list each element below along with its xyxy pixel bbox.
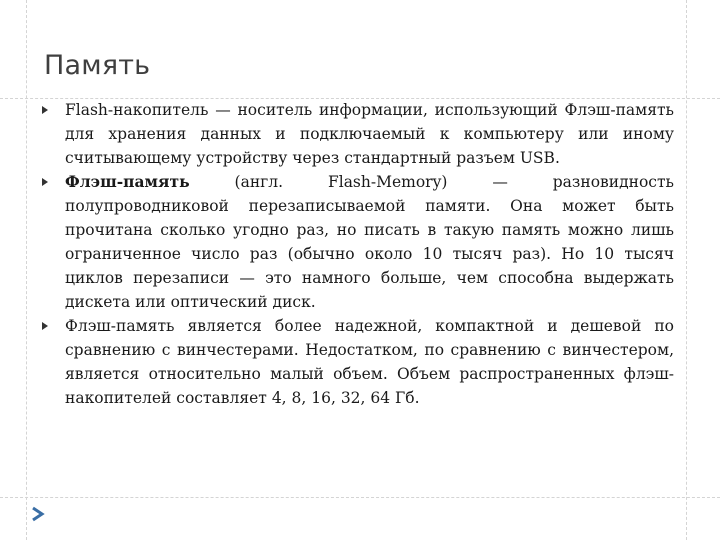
guide-line-right	[686, 0, 687, 540]
triangle-right-icon	[42, 178, 48, 186]
triangle-right-icon	[42, 106, 48, 114]
triangle-right-icon	[42, 322, 48, 330]
guide-line-bottom	[0, 497, 720, 498]
bullet-term: Флэш-память	[65, 172, 190, 191]
bullet-text: Флэш-память является более надежной, компактной и дешевой по сравнению с винчестерами. Недостатком, по сравнению с винчестером, является относительно малый объем. Объем распространенных флэш-накопителей составляет 4, 8, 16, 32, 64 Гб.	[65, 317, 674, 407]
bullet-text: Flash-накопитель — носитель информации, использующий Флэш-память для хранения данных и подключаемый к компьютеру или иному считывающему устройству через стандартный разъем USB.	[65, 101, 674, 167]
guide-line-left	[26, 0, 27, 540]
slide-title: Память	[44, 50, 151, 81]
bullet-text: (англ. Flash-Memory) — разновидность полупроводниковой перезаписываемой памяти. Она может быть прочитана сколько угодно раз, но писать в такую память можно лишь ограниченное число раз (обычно около 10 тысяч раз). Но 10 тысяч циклов перезаписи — это намного больше, чем способна выдержать дискета или оптический диск.	[65, 173, 674, 311]
next-arrow-icon[interactable]	[30, 506, 46, 522]
bullet-item-3	[38, 314, 674, 410]
bullet-item-1	[38, 98, 674, 170]
bullet-item-2	[38, 170, 674, 314]
bullet-list	[38, 98, 674, 410]
